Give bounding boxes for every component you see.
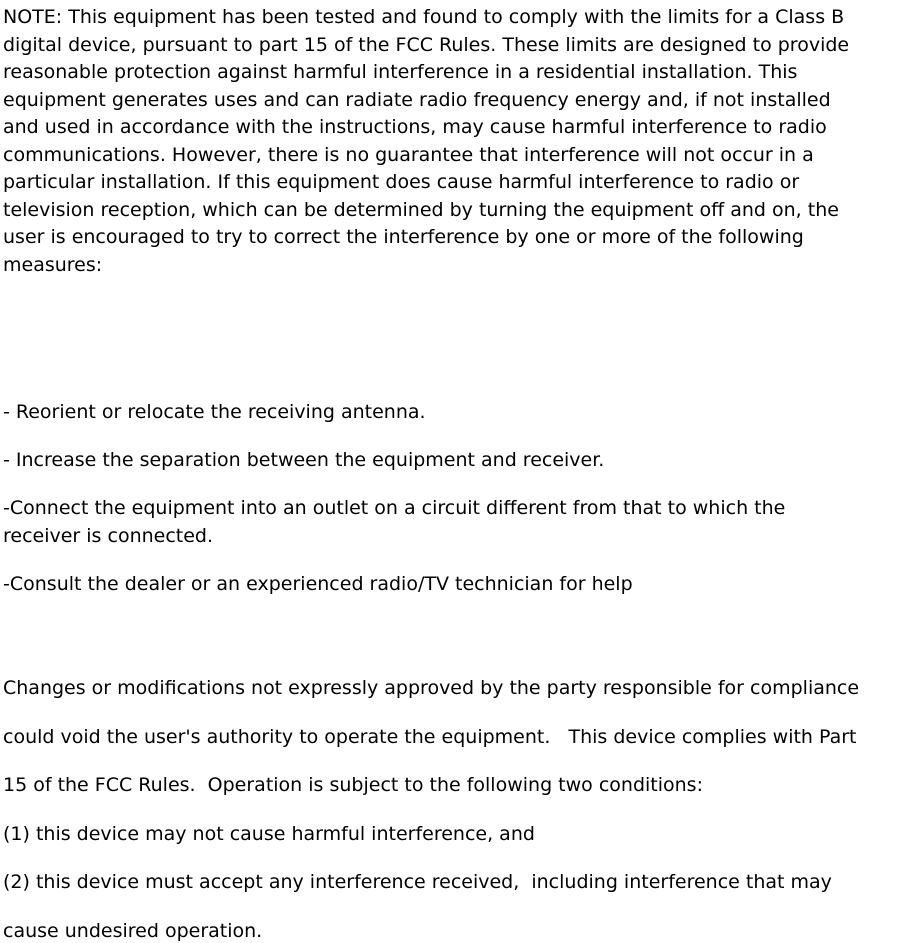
compliance-line-void-authority: could void the user's authority to operate the equipment. This device complies with Part [3,725,857,748]
measures-list [3,398,906,598]
compliance-condition-2: (2) this device must accept any interference received, including interference that may [3,871,832,893]
compliance-line-changes-modifications: Changes or modifications not expressly approved by the party responsible for compliance [3,677,860,699]
fcc-note-paragraph: NOTE: This equipment has been tested and found to comply with the limits for a Class B digital device, pursuant to part 15 of the FCC Rules. These limits are designed to provide reasonable protection against harmful interference in a residential installation. This equipment generates uses and can radiate radio frequency energy and, if not installed and used in accordance with the instructions, may cause harmful interference to radio communications. However, there is no guarantee that interference will not occur in a particular installation. If this equipment does cause harmful interference to radio or television reception, which can be determined by turning the equipment off and on, the user is encouraged to try to correct the interference by one or more of the following measures: [3,6,850,276]
measure-item-increase-separation: - Increase the separation between the equipment and receiver. [3,449,605,471]
compliance-line-part-15-conditions: 15 of the FCC Rules. Operation is subject to the following two conditions: [3,774,703,796]
measure-item-connect-different-circuit: -Connect the equipment into an outlet on a circuit different from that to which the receiver is connected. [3,497,786,547]
compliance-line-undesired-operation: cause undesired operation. [3,919,263,942]
measure-item-consult-technician: -Consult the dealer or an experienced radio/TV technician for help [3,573,633,595]
compliance-condition-1: (1) this device may not cause harmful interference, and [3,822,535,845]
compliance-statement [3,664,906,943]
measure-item-reorient-antenna: - Reorient or relocate the receiving antenna. [3,401,426,423]
